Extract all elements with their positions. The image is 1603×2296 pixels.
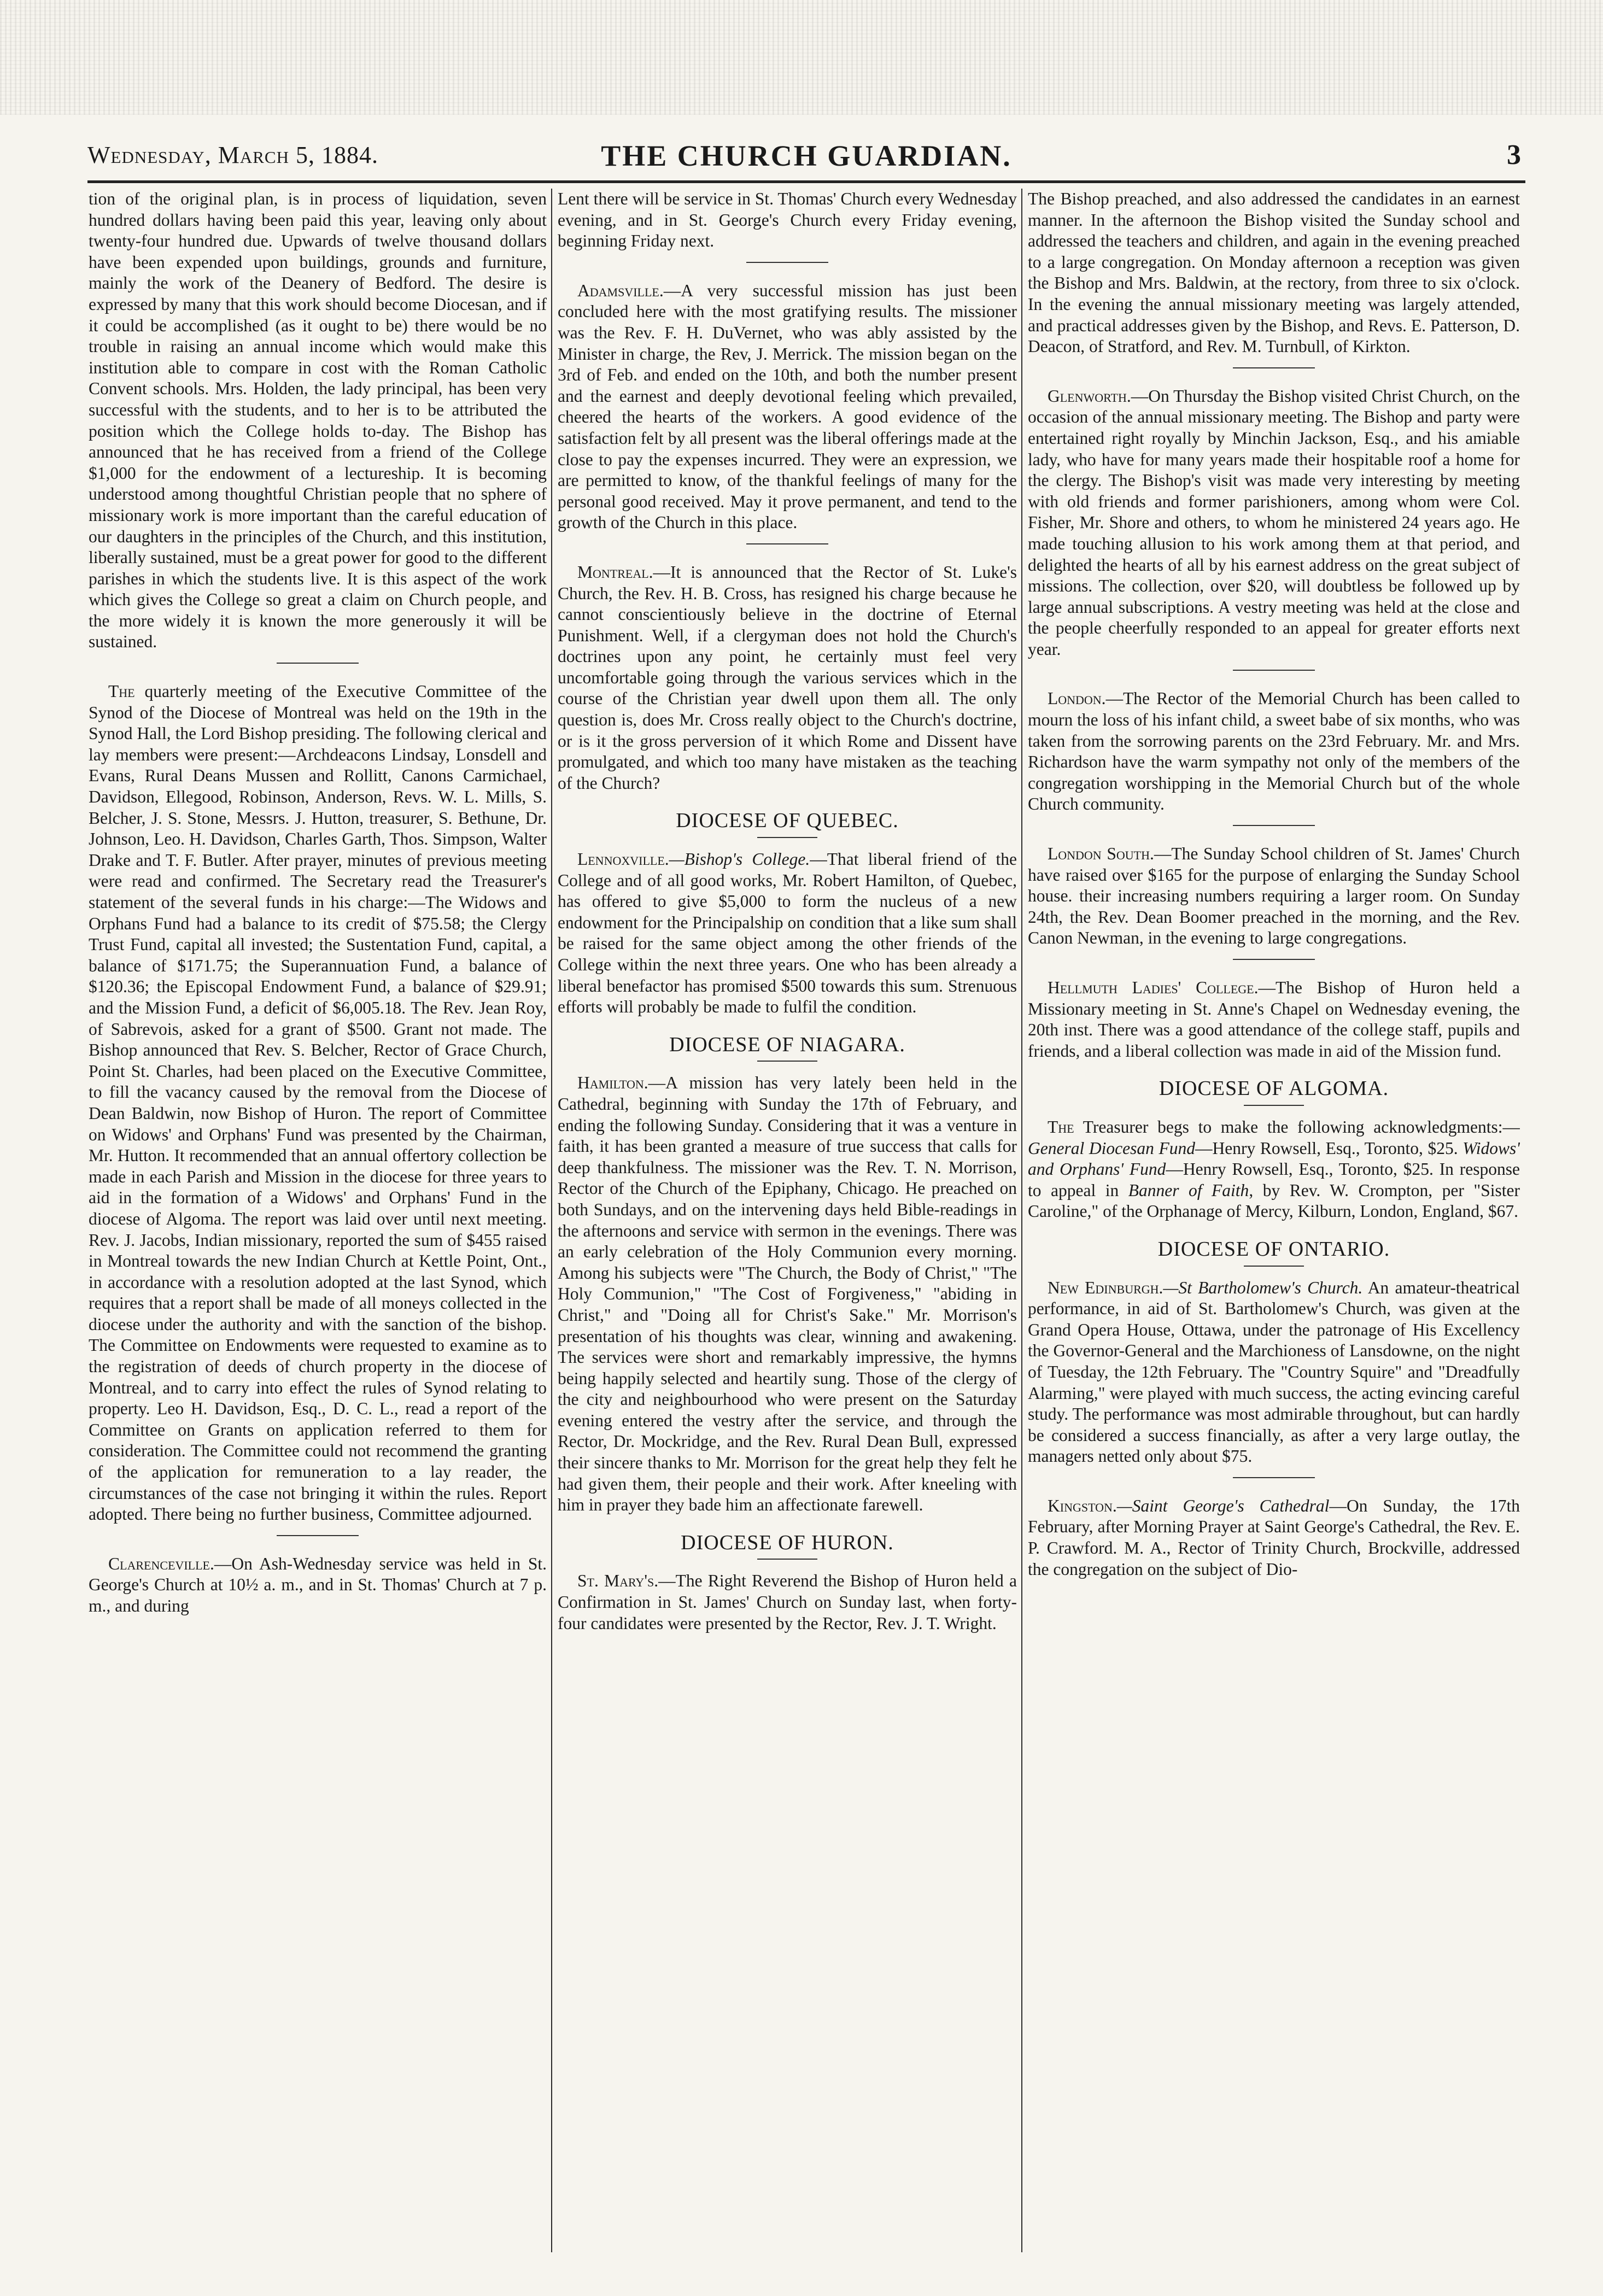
separator [757, 1061, 817, 1062]
paragraph-text: , by Rev. W. Crompton, per "Sister Caroline," of the Orphanage of Mercy, Kilburn, London, England, $67. [1028, 1180, 1520, 1221]
separator [746, 543, 828, 544]
lead-word: The [108, 682, 135, 701]
paragraph-text: —The Right Reverend the Bishop of Huron held a Confirmation in St. James' Church on Sunday last, when forty-four candidates were presented by the Rector, Rev. J. T. Wright. [558, 1571, 1017, 1633]
article-paragraph [1028, 688, 1520, 815]
separator [1244, 1266, 1304, 1267]
paragraph-text: —On Ash-Wednesday service was held in St. George's Church at 10½ a. m., and in St. Thomas' Church at 7 p. m., and during [89, 1554, 547, 1615]
paragraph-text: An amateur-theatrical performance, in aid of St. Bartholomew's Church, was given at the Grand Opera House, Ottawa, under the patronage of His Excellency the Governor-General and the Marchioness of Lansdowne, on the night of Tuesday, the 12th February. The "Country Squire" and "Dreadfully Alarming," were played with much success, the acting evincing careful study. The performance was most admirable throughout, but can hardly be considered a success financially, as after a very large outlay, the managers netted only about $75. [1028, 1278, 1520, 1466]
subject-title: —Saint George's Cathedral [1116, 1496, 1330, 1515]
paragraph-text: —On Sunday, the 17th February, after Morning Prayer at Saint George's Cathedral, the Rev. E. P. Crawford. M. A., Rector of Trinity Church, Brockville, addressed the congregation on the subject of Dio- [1028, 1496, 1520, 1579]
masthead [87, 131, 1525, 183]
article-paragraph: Lent there will be service in St. Thomas' Church every Wednesday evening, and in St. George's Church every Friday evening, beginning Friday next. [558, 189, 1017, 251]
separator [1233, 1477, 1315, 1478]
paragraph-text: —On Thursday the Bishop visited Christ Church, on the occasion of the annual missionary meeting. The Bishop and party were entertained right royally by Minchin Jackson, Esq., and his amiable lady, who have for many years made their hospitable roof a home for the clergy. The Bishop's visit was made very interesting by meeting with old friends and former parishioners, among whom were Col. Fisher, Mr. Shore and others, to whom he ministered 24 years ago. He made touching allusion to his work among them at that period, and delighted the hearts of all by his earnest address on the great subject of missions. The collection, over $20, will doubtless be followed up by large annual subscriptions. A vestry meeting was held at the close and the people cheerfully responded to an appeal for greater efforts next year. [1028, 386, 1520, 659]
paragraph-text: —The Bishop of Huron held a Missionary meeting in St. Anne's Chapel on Wednesday evening, the 20th inst. There was a good attendance of the college staff, pupils and friends, and a liberal collection was made in aid of the Mission fund. [1028, 978, 1520, 1061]
article-paragraph [1028, 844, 1520, 949]
paragraph-text: —Henry Rowsell, Esq., Toronto, $25. [1195, 1138, 1463, 1158]
place-name: Hamilton. [577, 1073, 648, 1093]
section-heading: DIOCESE OF HURON. [681, 1531, 894, 1554]
subject-title: —Bishop's College. [669, 850, 810, 869]
column-rule-1 [551, 189, 552, 2252]
place-name: Kingston. [1048, 1496, 1117, 1515]
paragraph-text: —The Rector of the Memorial Church has been called to mourn the loss of his infant child, a sweet babe of six months, who was taken from the sorrowing parents on the 23rd February. Mr. and Mrs. Richardson have the warm sympathy not only of the members of the congregation worshipping in the Memorial Church but of the whole Church community. [1028, 689, 1520, 814]
paragraph-text: —A mission has very lately been held in the Cathedral, beginning with Sunday the 17th of February, and ending the following Sunday. Considering that it was a venture in faith, it has been granted a measure of true success that calls for deep thankfulness. The missioner was the Rev. T. N. Morrison, Rector of the Church of the Epiphany, Chicago. He preached on both Sundays, and on the intervening days held Bible-readings in the afternoons and service with sermon in the evenings. There was an early celebration of the Holy Communion every morning. Among his subjects were "The Church, the Body of Christ," "The Holy Communion," "The Cost of Forgiveness," "abiding in Christ," and "Doing all for Christ's Sake." Mr. Morrison's presentation of his thoughts was clear, winning and awakening. The services were short and remarkably impressive, the hymns being happily selected and heartily sung. Those of the clergy of the city and neighbourhood who were present on the Saturday evening entered the vestry after the service, and through the Rector, Dr. Mockridge, and the Rev. Rural Dean Bull, expressed their sincere thanks to Mr. Morrison for the great help they felt he had given them, their people and their work. After kneeling with him in prayer they bade him an affectionate farewell. [558, 1073, 1017, 1515]
article-paragraph [558, 280, 1017, 534]
place-name: Lennoxville. [577, 850, 669, 869]
place-name: London South. [1048, 844, 1154, 864]
separator [277, 663, 359, 664]
separator [746, 262, 828, 263]
article-paragraph [558, 562, 1017, 794]
place-name: Glenworth. [1048, 386, 1131, 406]
fund-name: General Diocesan Fund [1028, 1138, 1195, 1158]
place-name: New Edinburgh. [1048, 1278, 1163, 1297]
article-paragraph [1028, 386, 1520, 660]
separator [757, 837, 817, 838]
paragraph-text: quarterly meeting of the Executive Committee of the Synod of the Diocese of Montreal was held on the 19th in the Synod Hall, the Lord Bishop presiding. The following clerical and lay members were present:—Archdeacons Lindsay, Lonsdell and Evans, Rural Deans Mussen and Rollitt, Canons Carmichael, Davidson, Ellegood, Robinson, Anderson, Revs. W. L. Mills, S. Belcher, J. S. Stone, Messrs. J. Hutton, treasurer, S. Bethune, Dr. Johnson, Leo. H. Davidson, Charles Garth, Thos. Simpson, Walter Drake and T. F. Butler. After prayer, minutes of previous meeting were read and confirmed. The Secretary read the Treasurer's statement of the several funds in his charge:—The Widows and Orphans Fund had a balance to its credit of $75.58; the Clergy Trust Fund, capital all invested; the Sustentation Fund, capital, a balance of $171.75; the Superannuation Fund, a balance of $120.36; the Episcopal Endowment Fund, a balance of $29.91; and the Mission Fund, a deficit of $6,005.18. The Rev. Jean Roy, of Sabrevois, asked for a grant of $500. Grant not made. The Bishop announced that Rev. S. Belcher, Rector of Grace Church, Point St. Charles, had been placed on the Executive Committee, to fill the vacancy caused by the removal from the Diocese of Dean Baldwin, now Bishop of Huron. The report of Committee on Widows' and Orphans' Fund was presented by the Chairman, Mr. Hutton. It recommended that an annual offertory collection be made in each Parish and Mission in the diocese for three years to aid in the formation of a Widows' and Orphans' Fund in the diocese of Algoma. The report was laid over until next meeting. Rev. J. Jacobs, Indian missionary, reported the sum of $455 raised in Montreal towards the new Indian Church at Kettle Point, Ont., in accordance with a resolution adopted at the last Synod, which requires that a report shall be made of all moneys collected in the diocese under the authority and with the sanction of the bishop. The Committee on Endowments were requested to examine as to the registration of deeds of church property in the diocese of Montreal, and to carry into effect the rules of Synod relating to property. Leo H. Davidson, Esq., D. C. L., read a report of the Committee on Grants on application referred to them for consideration. The Committee could not recommend the granting of the application for remuneration to a lay reader, the circumstances of the case not bringing it within the rules. Report adopted. There being no further business, Committee adjourned. [89, 682, 547, 1524]
separator [1233, 825, 1315, 826]
scan-noise [0, 0, 1603, 115]
article-paragraph: The Bishop preached, and also addressed the candidates in an earnest manner. In the afternoon the Bishop visited the Sunday school and addressed the teachers and children, and again in the evening preached to a large congregation. On Monday afternoon a reception was given the Bishop and Mrs. Baldwin, at the rectory, from three to six o'clock. In the evening the annual missionary meeting was largely attended, and practical addresses given by the Bishop, and Revs. E. Patterson, D. Deacon, of Stratford, and Rev. M. Turnbull, of Kirkton. [1028, 189, 1520, 356]
subject-title: —St Bartholomew's Church. [1163, 1278, 1363, 1297]
place-name: Montreal. [577, 562, 653, 582]
paragraph-text: —It is announced that the Rector of St. Luke's Church, the Rev. H. B. Cross, has resigned his charge because he cannot conscientiously believe in the doctrine of Eternal Punishment. Well, if a clergyman does not hold the Church's doctrines upon any point, he certainly must feel very uncomfortable going through the various services which in the course of the Christian year dwell upon them all. The only question is, does Mr. Cross really object to the Church's doctrine, or is it the gross perversion of it which Rome and Dissent have promulgated, and which too many have mistaken as the teaching of the Church? [558, 562, 1017, 793]
section-heading: DIOCESE OF QUEBEC. [676, 809, 899, 833]
article-paragraph: tion of the original plan, is in process of liquidation, seven hundred dollars having been paid this year, leaving only about twenty-four hundred due. Upwards of twelve thousand dollars have been expended upon buildings, grounds and furniture, mainly the work of the Deanery of Bedford. The desire is expressed by many that this work should become Diocesan, and if it could be accomplished (as it ought to be) there would be no trouble in raising an annual income which would make this institution able to compare in cost with the Roman Catholic Convent schools. Mrs. Holden, the lady principal, has been very successful with the students, and to her is to be attributed the position which the College holds to-day. The Bishop has announced that he has received from a friend of the College $1,000 for the endowment of a lectureship. It is becoming understood among thoughtful Christian people that no sphere of missionary work is more important than the careful education of our daughters in the principles of the Church, and this institution, liberally sustained, must be a great power for good to the different parishes in which the students live. It is this aspect of the work which gives the College so great a claim on Church people, and the more widely it is known the more generously it will be sustained. [89, 189, 547, 652]
column-2 [558, 189, 1017, 2266]
article-paragraph [558, 1571, 1017, 1634]
lead-word: The [1048, 1117, 1074, 1137]
paragraph-text: Treasurer begs to make the following acknowledgments:— [1074, 1117, 1520, 1137]
separator [1233, 959, 1315, 960]
article-paragraph [558, 849, 1017, 1018]
section-heading: DIOCESE OF ONTARIO. [1157, 1237, 1390, 1261]
paragraph-text: —The Sunday School children of St. James' Church have raised over $165 for the purpose of enlarging the Sunday School house. their increasing numbers requiring a larger room. On Sunday 24th, the Rev. Dean Boomer preached in the morning, and the Rev. Canon Newman, in the evening to large congregations. [1028, 844, 1520, 948]
page-number: 3 [1507, 139, 1521, 171]
place-name: Adamsville. [577, 280, 664, 300]
article-paragraph [1028, 977, 1520, 1062]
place-name: Clarenceville. [108, 1554, 214, 1573]
section-heading: DIOCESE OF NIAGARA. [669, 1033, 905, 1056]
separator [757, 1559, 817, 1560]
place-name: St. Mary's. [577, 1571, 659, 1591]
publication-name: Banner of Faith [1128, 1180, 1249, 1200]
newspaper-title: THE CHURCH GUARDIAN. [601, 139, 1012, 172]
article-paragraph [1028, 1496, 1520, 1580]
issue-date: Wednesday, March 5, 1884. [87, 142, 378, 168]
place-name: London. [1048, 689, 1106, 708]
column-rule-2 [1021, 189, 1022, 2252]
article-paragraph [89, 1554, 547, 1617]
separator [277, 1535, 359, 1536]
paragraph-text: —Henry Rowsell, Esq., Toronto, $25. In response to appeal in [1028, 1159, 1520, 1200]
separator [1233, 367, 1315, 368]
place-name: Hellmuth Ladies' College. [1048, 978, 1259, 997]
article-paragraph [1028, 1278, 1520, 1467]
column-3 [1028, 189, 1520, 2266]
paragraph-text: —That liberal friend of the College and of all good works, Mr. Robert Hamilton, of Quebec, has offered to give $5,000 to form the nucleus of a new endowment for the Principalship on condition that a like sum shall be raised for the same object among the other friends of the College within the next three years. One who has been already a liberal benefactor has promised $500 towards this sum. Strenuous efforts will probably be made to fulfil the condition. [558, 850, 1017, 1017]
article-paragraph [558, 1073, 1017, 1515]
column-1 [89, 189, 547, 2266]
article-paragraph [89, 681, 547, 1525]
article-paragraph [1028, 1117, 1520, 1222]
section-heading: DIOCESE OF ALGOMA. [1159, 1077, 1389, 1100]
fund-name: Widows' and Orphans' Fund [1028, 1138, 1520, 1179]
separator [1244, 1105, 1304, 1106]
separator [1233, 670, 1315, 671]
paragraph-text: —A very successful mission has just been concluded here with the most gratifying results. The missioner was the Rev. F. H. DuVernet, who was ably assisted by the Minister in charge, the Rev, J. Merrick. The mission began on the 3rd of Feb. and ended on the 10th, and both the number present and the earnest and deeply devotional feeling which prevailed, cheered the hearts of the workers. A good evidence of the satisfaction felt by all present was the liberal offerings made at the close to pay the expenses incurred. They were an expression, we are permitted to know, of the thankful feelings of many for the personal good received. May it prove permanent, and tend to the growth of the Church in this place. [558, 280, 1017, 532]
